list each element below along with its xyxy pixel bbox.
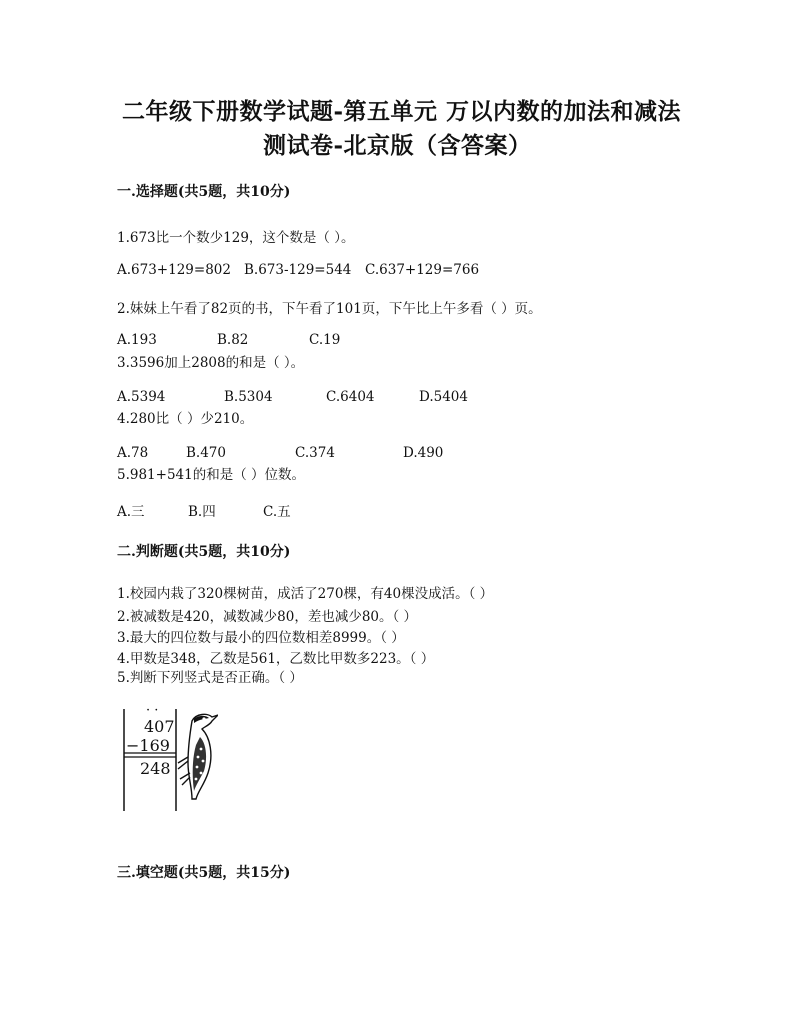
section-heading-choice: 一.选择题(共5题，共10分) — [117, 184, 291, 200]
result: 248 — [140, 759, 171, 778]
option-2a[interactable]: A.193 — [117, 332, 157, 348]
option-4a[interactable]: A.78 — [117, 445, 149, 461]
options-row-1 — [117, 262, 517, 280]
judge-item-1: 1.校园内栽了320棵树苗，成活了270棵，有40棵没成活。（ ） — [117, 586, 494, 602]
option-3c[interactable]: C.6404 — [326, 389, 375, 405]
option-5c[interactable]: C.五 — [263, 504, 291, 520]
question-5: 5.981+541的和是（ ）位数。 — [117, 467, 306, 483]
judge-item-3: 3.最大的四位数与最小的四位数相差8999。（ ） — [117, 630, 405, 646]
option-2c[interactable]: C.19 — [309, 332, 341, 348]
question-4: 4.280比（ ）少210。 — [117, 411, 254, 427]
option-3d[interactable]: D.5404 — [419, 389, 468, 405]
section-heading-judge: 二.判断题(共5题，共10分) — [117, 544, 291, 560]
woodpecker-icon — [174, 707, 218, 813]
option-5a[interactable]: A.三 — [117, 504, 145, 520]
option-1a[interactable]: A.673+129=802 — [117, 262, 231, 278]
page-title-line2: 测试卷-北京版（含答案） — [263, 132, 532, 159]
judge-item-5: 5.判断下列竖式是否正确。（ ） — [117, 670, 303, 686]
section-heading-fill: 三.填空题(共5题，共15分) — [117, 865, 291, 881]
option-1c[interactable]: C.637+129=766 — [365, 262, 480, 278]
option-1b[interactable]: B.673-129=544 — [244, 262, 352, 278]
question-3: 3.3596加上2808的和是（ ）。 — [117, 355, 305, 371]
option-4c[interactable]: C.374 — [295, 445, 335, 461]
options-row-3 — [117, 389, 517, 407]
minuend: 407 — [144, 717, 175, 736]
page-title-line1: 二年级下册数学试题-第五单元 万以内数的加法和减法 — [122, 98, 682, 125]
vertical-subtraction-figure — [118, 703, 218, 813]
question-2: 2.妹妹上午看了82页的书，下午看了101页，下午比上午多看（ ）页。 — [117, 301, 542, 317]
question-1: 1.673比一个数少129，这个数是（ ）。 — [117, 230, 355, 246]
subtrahend: −169 — [126, 736, 170, 755]
judge-item-2: 2.被减数是420，减数减少80，差也减少80。（ ） — [117, 609, 418, 625]
options-row-4 — [117, 445, 517, 463]
options-row-5 — [117, 500, 417, 518]
option-4d[interactable]: D.490 — [403, 445, 444, 461]
borrow-dots: · · — [146, 703, 159, 718]
option-3b[interactable]: B.5304 — [224, 389, 273, 405]
judge-item-4: 4.甲数是348，乙数是561，乙数比甲数多223。（ ） — [117, 651, 435, 667]
option-5b[interactable]: B.四 — [188, 504, 216, 520]
option-2b[interactable]: B.82 — [217, 332, 249, 348]
options-row-2 — [117, 332, 517, 350]
option-3a[interactable]: A.5394 — [117, 389, 166, 405]
option-4b[interactable]: B.470 — [186, 445, 226, 461]
